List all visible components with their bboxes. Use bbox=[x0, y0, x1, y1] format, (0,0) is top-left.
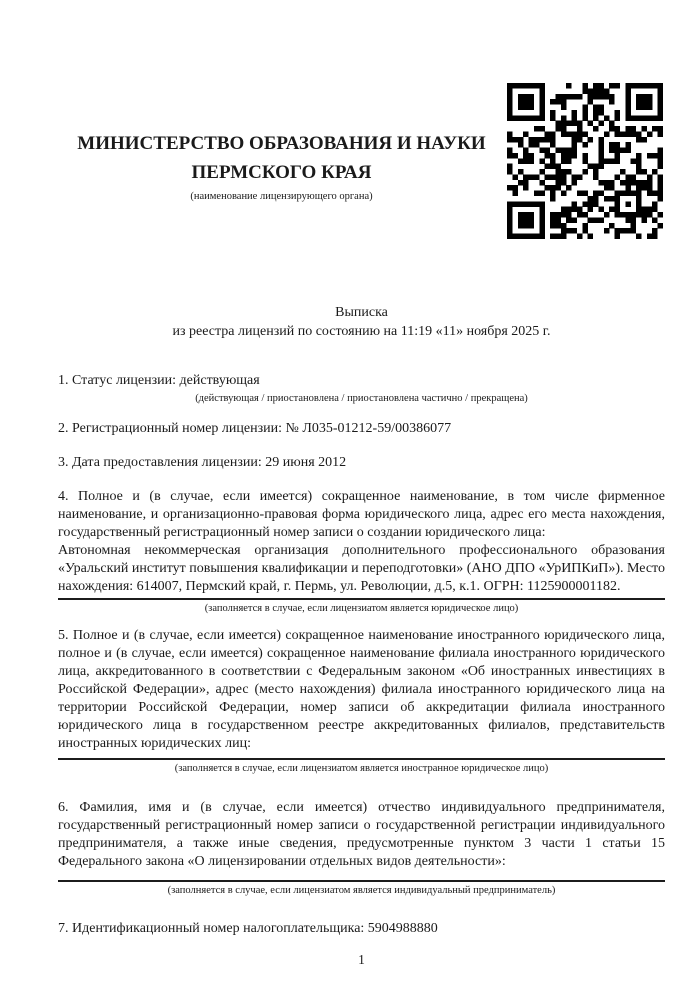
field-foreign-entity bbox=[58, 627, 665, 775]
qr-code-icon bbox=[507, 83, 663, 239]
page-number: 1 bbox=[358, 952, 365, 967]
licensing-authority-block bbox=[58, 129, 505, 203]
title-line2: из реестра лицензий по состоянию на 11:19 «11» ноября 2025 г. bbox=[172, 324, 551, 339]
authority-caption: (наименование лицензирующего органа) bbox=[190, 191, 373, 202]
title-line1: Выписка bbox=[335, 305, 388, 320]
authority-name-line2: ПЕРМСКОГО КРАЯ bbox=[191, 162, 372, 183]
document-title bbox=[58, 303, 665, 341]
entrepreneur-caption: (заполняется в случае, если лицензиатом является индивидуальный предприниматель) bbox=[167, 885, 556, 896]
foreign-entity-question: 5. Полное и (в случае, если имеется) сокращенное наименование иностранного юридического лица, полное и (в случае, если имеется) сокращенное наименование филиала иностранного юридического лица, аккредитованного в соответствии с Федеральным законом «Об иностранных инвестициях в Российской Федерации», адрес (место нахождения) филиала иностранного юридического лица на территории Российской Федерации, номер записи об аккредитации филиала иностранного юридического лица в государственном реестре аккредитованных филиалов, представительств иностранных юридических лиц: bbox=[58, 628, 665, 751]
field-entrepreneur bbox=[58, 799, 665, 897]
legal-entity-question: 4. Полное и (в случае, если имеется) сокращенное наименование, в том числе фирменное наименование, и организационно-правовая форма юридического лица, адрес его места нахождения, государственный регистрационный номер записи о создании юридического лица: bbox=[58, 489, 665, 540]
legal-entity-value: Автономная некоммерческая организация дополнительного профессионального образования «Уральский институт повышения квалификации и переподготовки» (АНО ДПО «УрИПКиП»). Место нахождения: 614007, Пермский край, г. Пермь, ул. Революции, д.5, к.1. ОГРН: 1125900001182. bbox=[58, 543, 665, 594]
field-registration-number bbox=[58, 420, 665, 438]
authority-name bbox=[58, 129, 505, 187]
field-grant-date bbox=[58, 454, 665, 472]
legal-entity-caption: (заполняется в случае, если лицензиатом является юридическое лицо) bbox=[204, 603, 519, 614]
fill-in-rule bbox=[58, 880, 665, 882]
field-legal-entity bbox=[58, 488, 665, 615]
registration-number-text: 2. Регистрационный номер лицензии: № Л035-01212-59/00386077 bbox=[58, 421, 452, 436]
authority-name-line1: МИНИСТЕРСТВО ОБРАЗОВАНИЯ И НАУКИ bbox=[77, 133, 486, 154]
taxpayer-number-text: 7. Идентификационный номер налогоплательщика: 5904988880 bbox=[58, 921, 438, 936]
document-header bbox=[58, 0, 665, 303]
license-status-text: 1. Статус лицензии: действующая bbox=[58, 373, 260, 388]
fill-in-rule bbox=[58, 598, 665, 600]
entrepreneur-question: 6. Фамилия, имя и (в случае, если имеется) отчество индивидуального предпринимателя, государственный регистрационный номер записи о государственной регистрации индивидуального предпринимателя, а также иные сведения, предусмотренные пунктом 3 части 1 статьи 15 Федерального закона «О лицензировании отдельных видов деятельности»: bbox=[58, 800, 665, 869]
field-taxpayer-number bbox=[58, 920, 665, 938]
fill-in-rule bbox=[58, 758, 665, 760]
grant-date-text: 3. Дата предоставления лицензии: 29 июня 2012 bbox=[58, 455, 347, 470]
foreign-entity-caption: (заполняется в случае, если лицензиатом является иностранное юридическое лицо) bbox=[174, 763, 549, 774]
field-license-status bbox=[58, 372, 665, 408]
license-status-note: (действующая / приостановлена / приостановлена частично / прекращена) bbox=[195, 393, 528, 404]
